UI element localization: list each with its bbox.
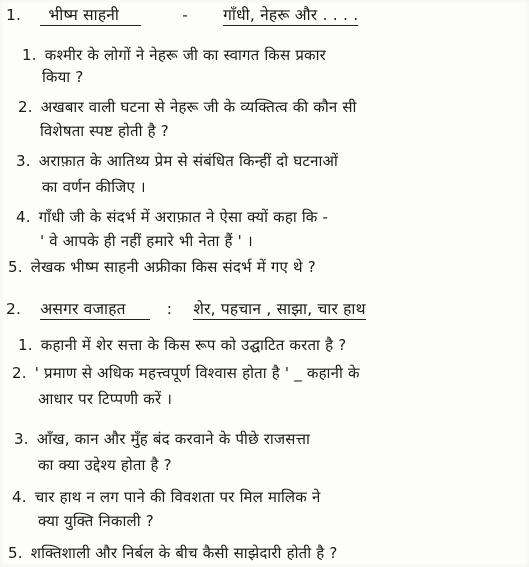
s2-q2-text: ' प्रमाण से अधिक महत्त्वपूर्ण विश्वास होता है ' _ कहानी के bbox=[34, 364, 360, 382]
section-1-number: 1. bbox=[6, 6, 22, 24]
s1-q3-line2: का वर्णन कीजिए । bbox=[42, 178, 146, 196]
section-2-subtitle: शेर, पहचान , साझा, चार हाथ bbox=[193, 300, 366, 318]
s1-q3-line1 bbox=[16, 152, 338, 170]
s1-q4-text: गाँधी जी के संदर्भ में अराफ़ात ने ऐसा क्यों कहा कि - bbox=[38, 208, 329, 226]
s2-q5-line1 bbox=[8, 544, 338, 562]
section-2-title: असगर वजाहत bbox=[40, 300, 149, 320]
section-1-heading bbox=[6, 6, 358, 24]
section-1-dash: - bbox=[182, 6, 189, 24]
s1-q2-line1 bbox=[18, 98, 357, 116]
s2-q4-line1 bbox=[12, 488, 321, 506]
section-1-subtitle: गाँधी, नेहरू और . . . . bbox=[223, 6, 359, 24]
s2-q3-number: 3. bbox=[14, 430, 29, 448]
s1-q1-line1 bbox=[22, 46, 326, 64]
s2-q2-number: 2. bbox=[12, 364, 27, 382]
s1-q2-line2: विशेषता स्पष्ट होती है ? bbox=[40, 122, 169, 140]
s1-q2-text: अखबार वाली घटना से नेहरू जी के व्यक्तित्व की कौन सी bbox=[40, 98, 357, 116]
s2-q3-text: आँख, कान और मुँह बंद करवाने के पीछे राजसत्ता bbox=[36, 430, 311, 448]
section-2-number: 2. bbox=[6, 300, 22, 318]
section-2-heading bbox=[6, 300, 366, 318]
s1-q1-text: कश्मीर के लोगों ने नेहरू जी का स्वागत किस प्रकार bbox=[44, 46, 326, 64]
s2-q5-number: 5. bbox=[8, 544, 23, 562]
s2-q3-line1 bbox=[14, 430, 310, 448]
s1-q4-line1 bbox=[16, 208, 328, 226]
s1-q4-number: 4. bbox=[16, 208, 31, 226]
s2-q4-number: 4. bbox=[12, 488, 27, 506]
s1-q1-line2: किया ? bbox=[42, 68, 84, 86]
s2-q4-text: चार हाथ न लग पाने की विवशता पर मिल मालिक ने bbox=[34, 488, 321, 506]
s1-q2-number: 2. bbox=[18, 98, 33, 116]
s2-q2-line1 bbox=[12, 364, 360, 382]
s2-q1-line1 bbox=[18, 336, 346, 354]
s2-q4-line2: क्या युक्ति निकाली ? bbox=[38, 512, 154, 530]
s1-q3-text: अराफ़ात के आतिथ्य प्रेम से संबंधित किन्हीं दो घटनाओं bbox=[38, 152, 339, 170]
s1-q4-line2: ' वे आपके ही नहीं हमारे भी नेता हैं ' । bbox=[40, 232, 253, 250]
section-2-colon: : bbox=[166, 300, 173, 318]
s2-q3-line2: का क्या उद्देश्य होता है ? bbox=[38, 456, 172, 474]
s2-q5-text: शक्तिशाली और निर्बल के बीच कैसी साझेदारी होती है ? bbox=[30, 544, 338, 562]
s1-q5-number: 5. bbox=[8, 258, 23, 276]
s2-q2-line2: आधार पर टिप्पणी करें । bbox=[38, 390, 173, 408]
s1-q1-number: 1. bbox=[22, 46, 37, 64]
s2-q1-text: कहानी में शेर सत्ता के किस रूप को उद्घाटित करता है ? bbox=[40, 336, 347, 354]
s1-q3-number: 3. bbox=[16, 152, 31, 170]
s1-q5-text: लेखक भीष्म साहनी अफ्रीका किस संदर्भ में गए थे ? bbox=[30, 258, 316, 276]
s2-q1-number: 1. bbox=[18, 336, 33, 354]
section-1-title: भीष्म साहनी bbox=[40, 6, 141, 26]
s1-q5-line1 bbox=[8, 258, 316, 276]
